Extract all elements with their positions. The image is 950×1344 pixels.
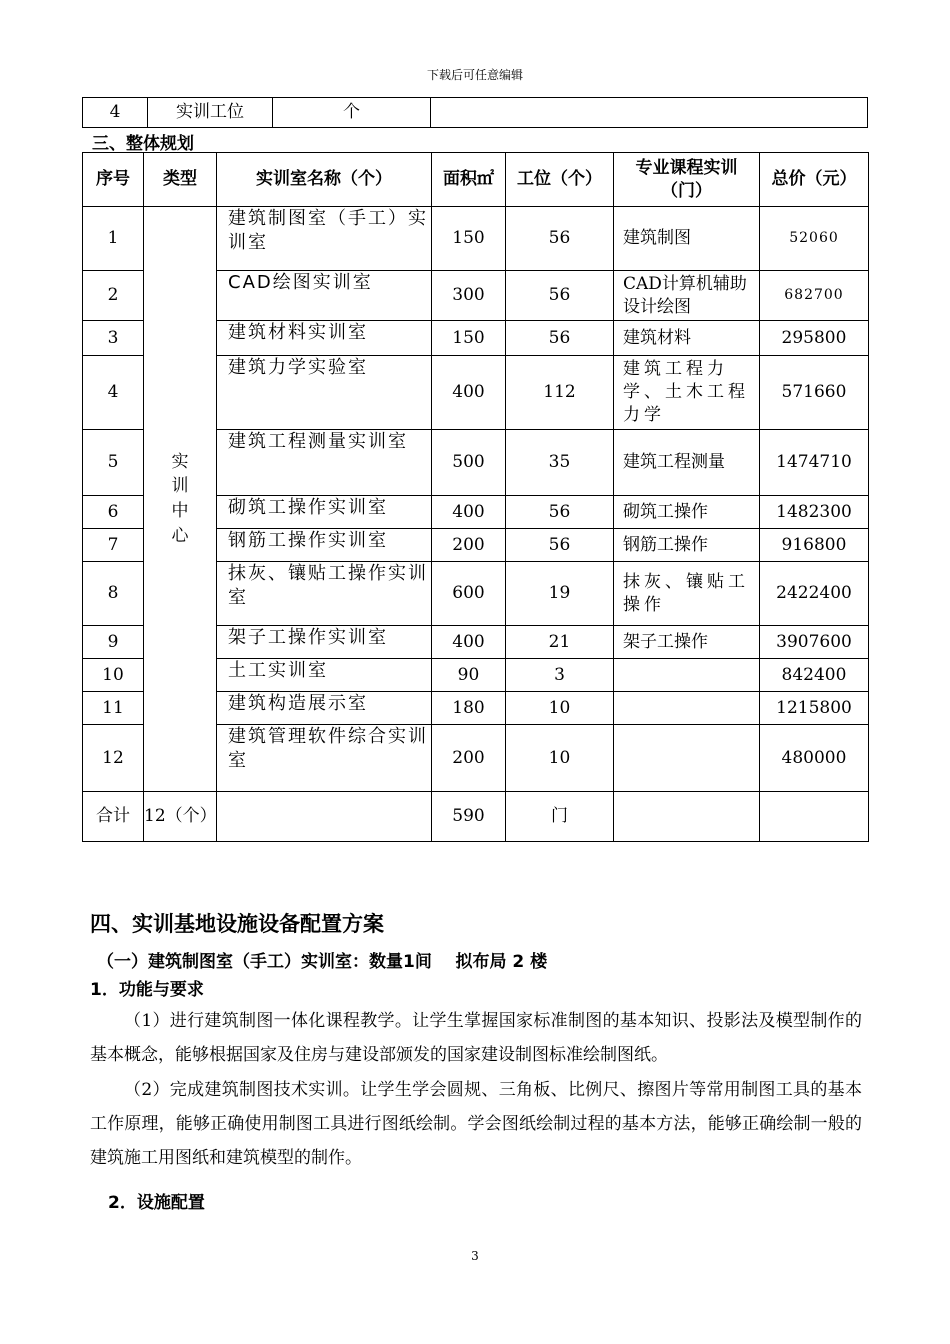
stations-cell: 19: [506, 562, 614, 626]
course-cell: [614, 659, 760, 692]
value-cell: [431, 98, 868, 128]
room-name-cell: 建筑工程测量实训室: [217, 430, 432, 496]
room-name-cell: 砌筑工操作实训室: [217, 496, 432, 529]
subsection1-title: （一）建筑制图室（手工）实训室：数量1间 拟布局 2 楼: [97, 952, 548, 972]
course-cell: 架子工操作: [614, 626, 760, 659]
room-name-cell: 建筑材料实训室: [217, 321, 432, 356]
plan-table: [82, 152, 869, 842]
price-cell: 3907600: [760, 626, 869, 659]
seq-cell: 4: [83, 98, 148, 128]
price-cell: 1474710: [760, 430, 869, 496]
price-cell: 916800: [760, 529, 869, 562]
price-cell: 1482300: [760, 496, 869, 529]
area-cell: 500: [432, 430, 506, 496]
stations-cell: 56: [506, 207, 614, 271]
stations-cell: 56: [506, 496, 614, 529]
seq-cell: 12: [83, 725, 144, 792]
room-name-cell: 抹灰、镶贴工操作实训室: [217, 562, 432, 626]
course-cell: 建筑材料: [614, 321, 760, 356]
seq-cell: 5: [83, 430, 144, 496]
area-cell: 400: [432, 496, 506, 529]
room-name-cell: CAD绘图实训室: [217, 271, 432, 321]
stations-cell: 56: [506, 321, 614, 356]
page-header-note: 下载后可任意编辑: [426, 68, 523, 82]
price-cell: 2422400: [760, 562, 869, 626]
item-cell: 实训工位: [148, 98, 273, 128]
seq-cell: 1: [83, 207, 144, 271]
total-stations-cell: 门: [506, 792, 614, 842]
table-header-row: [83, 153, 869, 207]
header-seq: 序号: [83, 153, 144, 207]
stations-cell: 21: [506, 626, 614, 659]
room-name-cell: 建筑力学实验室: [217, 356, 432, 430]
header-course: 专业课程实训（门）: [614, 153, 760, 207]
price-cell: 682700: [760, 271, 869, 321]
seq-cell: 6: [83, 496, 144, 529]
price-cell: 52060: [760, 207, 869, 271]
stations-cell: 3: [506, 659, 614, 692]
stations-cell: 56: [506, 271, 614, 321]
price-cell: 480000: [760, 725, 869, 792]
total-course-cell: [614, 792, 760, 842]
heading-facility-config: 2．设施配置: [108, 1193, 205, 1213]
price-cell: 295800: [760, 321, 869, 356]
room-name-cell: 建筑构造展示室: [217, 692, 432, 725]
total-area-cell: 590: [432, 792, 506, 842]
course-cell: 建筑制图: [614, 207, 760, 271]
stations-cell: 10: [506, 725, 614, 792]
area-cell: 400: [432, 626, 506, 659]
table-row: [83, 98, 868, 128]
header-name: 实训室名称（个）: [217, 153, 432, 207]
course-cell: CAD计算机辅助设计绘图: [614, 271, 760, 321]
total-label-cell: 合计: [83, 792, 144, 842]
paragraph-2: （2）完成建筑制图技术实训。让学生学会圆规、三角板、比例尺、擦图片等常用制图工具的基本工作原理，能够正确使用制图工具进行图纸绘制。学会图纸绘制过程的基本方法，能够正确绘制一般的建筑施工用图纸和建筑模型的制作。: [90, 1080, 862, 1168]
seq-cell: 8: [83, 562, 144, 626]
stations-cell: 56: [506, 529, 614, 562]
unit-cell: 个: [273, 98, 431, 128]
heading-function-requirements: 1．功能与要求: [90, 980, 204, 1000]
course-cell: [614, 692, 760, 725]
area-cell: 200: [432, 725, 506, 792]
page-number: 3: [471, 1249, 479, 1263]
room-name-cell: 钢筋工操作实训室: [217, 529, 432, 562]
seq-cell: 2: [83, 271, 144, 321]
area-cell: 600: [432, 562, 506, 626]
section4-title: 四、实训基地设施设备配置方案: [90, 912, 384, 936]
price-cell: 1215800: [760, 692, 869, 725]
course-cell: 建筑工程测量: [614, 430, 760, 496]
total-count-cell: 12（个）: [144, 792, 217, 842]
stations-cell: 35: [506, 430, 614, 496]
area-cell: 150: [432, 321, 506, 356]
previous-table-fragment: [82, 97, 868, 128]
section3-title: 三、整体规划: [92, 134, 194, 154]
stations-cell: 10: [506, 692, 614, 725]
area-cell: 150: [432, 207, 506, 271]
type-cell: 实训中心: [144, 207, 217, 792]
course-cell: 砌筑工操作: [614, 496, 760, 529]
area-cell: 400: [432, 356, 506, 430]
table-row: [83, 207, 869, 271]
table-total-row: [83, 792, 869, 842]
seq-cell: 7: [83, 529, 144, 562]
seq-cell: 10: [83, 659, 144, 692]
paragraph-1: （1）进行建筑制图一体化课程教学。让学生掌握国家标准制图的基本知识、投影法及模型制作的基本概念，能够根据国家及住房与建设部颁发的国家建设制图标准绘制图纸。: [90, 1011, 862, 1065]
price-cell: 571660: [760, 356, 869, 430]
seq-cell: 11: [83, 692, 144, 725]
course-cell: [614, 725, 760, 792]
header-stations: 工位（个）: [506, 153, 614, 207]
area-cell: 180: [432, 692, 506, 725]
room-name-cell: 建筑制图室（手工）实训室: [217, 207, 432, 271]
total-price-cell: [760, 792, 869, 842]
price-cell: 842400: [760, 659, 869, 692]
header-price: 总价（元）: [760, 153, 869, 207]
seq-cell: 4: [83, 356, 144, 430]
stations-cell: 112: [506, 356, 614, 430]
room-name-cell: 土工实训室: [217, 659, 432, 692]
room-name-cell: 建筑管理软件综合实训室: [217, 725, 432, 792]
seq-cell: 9: [83, 626, 144, 659]
header-type: 类型: [144, 153, 217, 207]
course-cell: 建筑工程力学、土木工程力学: [614, 356, 760, 430]
course-cell: 抹灰、镶贴工操作: [614, 562, 760, 626]
area-cell: 200: [432, 529, 506, 562]
total-name-cell: [217, 792, 432, 842]
header-area: 面积㎡: [432, 153, 506, 207]
area-cell: 90: [432, 659, 506, 692]
area-cell: 300: [432, 271, 506, 321]
room-name-cell: 架子工操作实训室: [217, 626, 432, 659]
course-cell: 钢筋工操作: [614, 529, 760, 562]
seq-cell: 3: [83, 321, 144, 356]
